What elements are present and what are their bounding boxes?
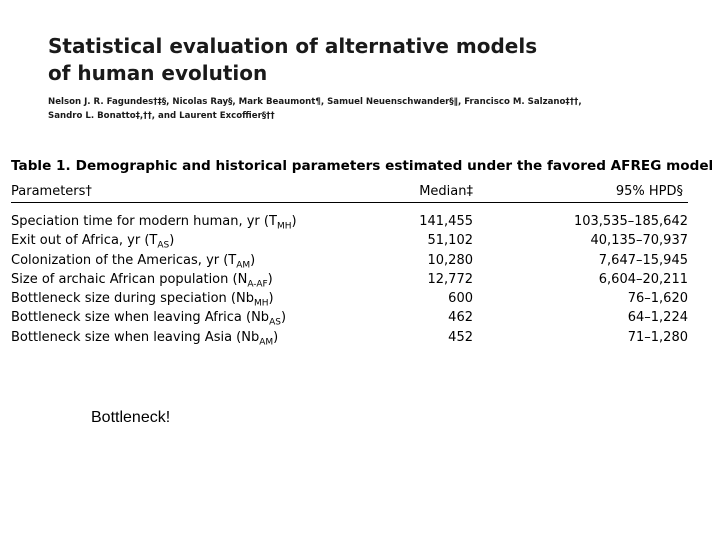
parameter-table [11, 180, 688, 347]
header-median: Median‡ [419, 183, 473, 199]
parameter-cell [11, 212, 416, 231]
hpd-cell: 7,647–15,945 [598, 252, 688, 268]
parameter-cell [11, 251, 416, 270]
median-cell: 10,280 [427, 252, 473, 268]
median-cell: 462 [448, 310, 473, 326]
parameter-name: Size of archaic African population (N [11, 271, 248, 287]
table-caption-label: Table 1. [11, 158, 71, 174]
author-list-line-2: Sandro L. Bonatto‡,††, and Laurent Excoffier§†† [48, 111, 275, 121]
parameter-close-paren: ) [267, 271, 273, 287]
table-body [11, 212, 688, 347]
median-cell: 51,102 [427, 233, 473, 249]
parameter-name: Colonization of the Americas, yr (T [11, 252, 237, 268]
author-list [48, 95, 688, 123]
parameter-name: Exit out of Africa, yr (T [11, 233, 158, 249]
parameter-name: Speciation time for modern human, yr (T [11, 214, 277, 229]
hpd-cell: 64–1,224 [627, 310, 688, 326]
header-parameters: Parameters† [11, 183, 92, 199]
hpd-cell: 103,535–185,642 [573, 214, 688, 229]
parameter-close-paren: ) [273, 329, 279, 345]
parameter-close-paren: ) [268, 291, 274, 307]
parameter-cell [11, 270, 416, 289]
author-list-line-1: Nelson J. R. Fagundes†‡§, Nicolas Ray§, Mark Beaumont¶, Samuel Neuenschwander§∥, Francisco M. Salzano‡††, [48, 97, 582, 107]
parameter-close-paren: ) [280, 310, 287, 326]
paper-title-line-1: Statistical evaluation of alternative models [48, 34, 538, 58]
header-hpd: 95% HPD§ [615, 183, 683, 199]
paper-title [48, 33, 688, 87]
parameter-subscript: AM [259, 337, 274, 348]
median-cell: 141,455 [419, 214, 473, 229]
parameter-cell [11, 328, 416, 347]
parameter-subscript: MH [276, 221, 292, 232]
table-row [11, 328, 688, 347]
parameter-subscript: AM [236, 260, 251, 271]
table-caption [11, 158, 714, 174]
table-row [11, 251, 688, 270]
hpd-cell: 40,135–70,937 [590, 233, 688, 249]
parameter-cell [11, 231, 416, 250]
median-cell: 12,772 [427, 271, 473, 287]
parameter-close-paren: ) [250, 252, 256, 268]
table-row [11, 212, 688, 231]
parameter-subscript: AS [269, 318, 281, 329]
parameter-subscript: A-AF [247, 279, 268, 290]
hpd-cell: 76–1,620 [627, 291, 688, 307]
parameter-subscript: MH [253, 298, 269, 309]
table-row [11, 289, 688, 308]
parameter-name: Bottleneck size when leaving Asia (Nb [11, 329, 260, 345]
hpd-cell: 6,604–20,211 [598, 271, 688, 287]
table-row [11, 308, 688, 327]
parameter-cell [11, 308, 416, 327]
table-row [11, 231, 688, 250]
parameter-close-paren: ) [291, 214, 297, 229]
parameter-name: Bottleneck size during speciation (Nb [11, 291, 254, 307]
parameter-name: Bottleneck size when leaving Africa (Nb [11, 310, 270, 326]
bottleneck-note: Bottleneck! [91, 409, 171, 426]
paper-title-line-2: of human evolution [48, 61, 268, 85]
parameter-close-paren: ) [169, 233, 175, 249]
table-header-row [11, 180, 688, 203]
parameter-cell [11, 289, 416, 308]
hpd-cell: 71–1,280 [627, 329, 688, 345]
parameter-subscript: AS [157, 240, 170, 251]
table-row [11, 270, 688, 289]
table-caption-text: Demographic and historical parameters estimated under the favored AFREG model [75, 158, 714, 174]
median-cell: 600 [448, 291, 473, 307]
median-cell: 452 [448, 329, 473, 345]
